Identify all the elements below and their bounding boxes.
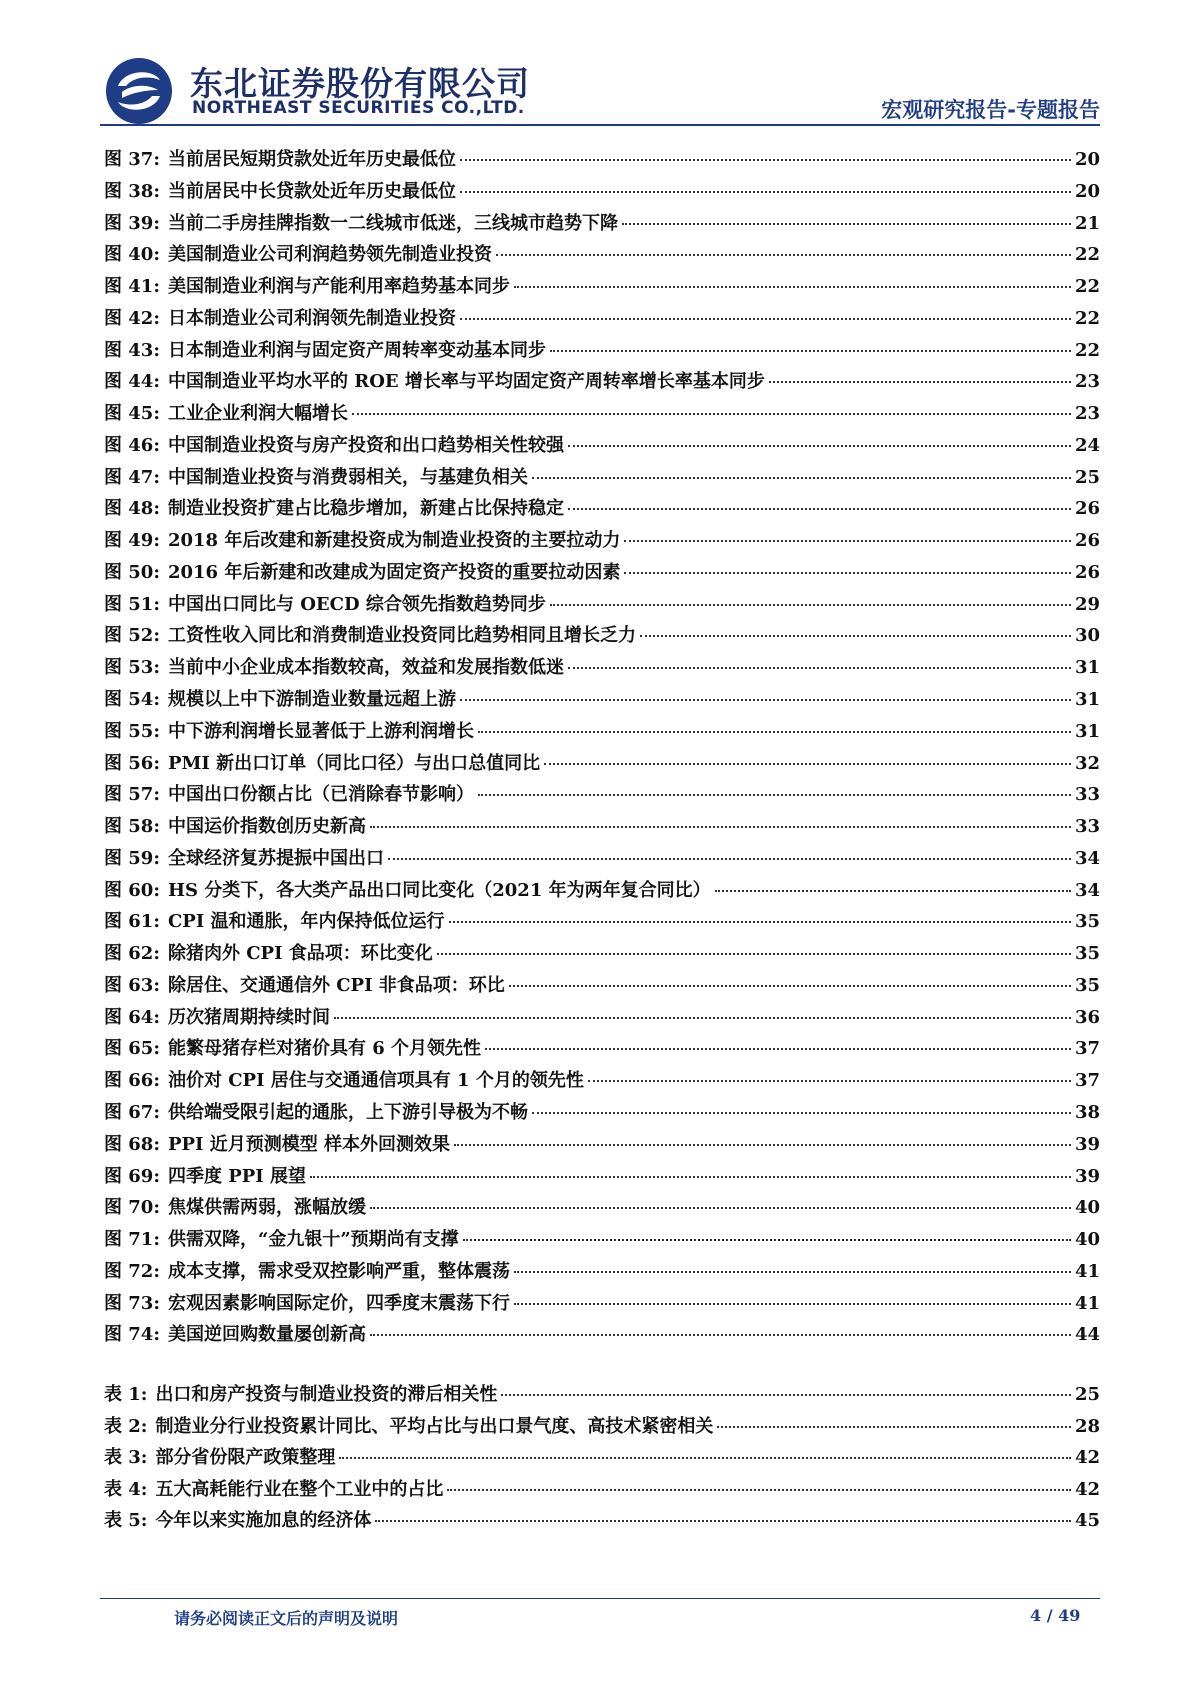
company-name-cn: 东北证券股份有限公司 xyxy=(190,64,530,103)
toc-item-label: 图 45: xyxy=(104,403,160,425)
toc-item-page-number: 41 xyxy=(1074,1260,1100,1282)
figure-toc-entry[interactable] xyxy=(104,876,1100,908)
dot-leader xyxy=(769,381,1071,383)
dot-leader xyxy=(514,286,1071,288)
figure-toc-entry[interactable] xyxy=(104,304,1100,336)
toc-item-page-number: 23 xyxy=(1074,371,1100,393)
dot-leader xyxy=(375,1520,1071,1522)
toc-item-title: 制造业分行业投资累计同比、平均占比与出口景气度、高技术紧密相关 xyxy=(155,1415,714,1437)
toc-item-page-number: 44 xyxy=(1074,1324,1100,1346)
toc-item-page-number: 26 xyxy=(1074,561,1100,583)
toc-item-page-number: 31 xyxy=(1074,657,1100,679)
figure-toc-entry[interactable] xyxy=(104,463,1100,495)
toc-item-label: 图 74: xyxy=(104,1324,160,1346)
toc-item-title: 2016 年后新建和改建成为固定资产投资的重要拉动因素 xyxy=(167,561,621,583)
dot-leader xyxy=(388,858,1071,860)
toc-item-label: 图 53: xyxy=(104,657,160,679)
figure-toc-entry[interactable] xyxy=(104,558,1100,590)
dot-leader xyxy=(514,1303,1071,1305)
toc-item-page-number: 35 xyxy=(1074,911,1100,933)
toc-item-page-number: 21 xyxy=(1074,212,1100,234)
toc-item-title: 制造业投资扩建占比稳步增加，新建占比保持稳定 xyxy=(167,498,564,520)
figure-toc-entry[interactable] xyxy=(104,431,1100,463)
dot-leader xyxy=(640,635,1071,637)
toc-item-title: 当前中小企业成本指数较高，效益和发展指数低迷 xyxy=(167,657,564,679)
toc-item-page-number: 34 xyxy=(1074,879,1100,901)
toc-item-label: 图 40: xyxy=(104,244,160,266)
toc-item-title: PPI 近月预测模型 样本外回测效果 xyxy=(167,1133,450,1155)
dot-leader xyxy=(568,508,1071,510)
toc-item-label: 图 69: xyxy=(104,1165,160,1187)
toc-item-page-number: 31 xyxy=(1074,720,1100,742)
header-divider xyxy=(100,124,1100,126)
dot-leader xyxy=(532,1112,1071,1114)
toc-item-page-number: 25 xyxy=(1074,466,1100,488)
figure-toc-entry[interactable] xyxy=(104,399,1100,431)
toc-item-title: 当前居民中长贷款处近年历史最低位 xyxy=(167,180,456,202)
table-toc-entry[interactable] xyxy=(104,1380,1100,1412)
toc-item-page-number: 42 xyxy=(1074,1447,1100,1469)
figure-toc-entry[interactable] xyxy=(104,653,1100,685)
toc-item-label: 图 61: xyxy=(104,911,160,933)
dot-leader xyxy=(501,1394,1071,1396)
toc-item-label: 图 55: xyxy=(104,720,160,742)
toc-item-label: 图 39: xyxy=(104,212,160,234)
table-toc-entry[interactable] xyxy=(104,1506,1100,1538)
toc-item-label: 表 3: xyxy=(104,1447,148,1469)
toc-item-title: 当前二手房挂牌指数一二线城市低迷，三线城市趋势下降 xyxy=(167,212,618,234)
toc-item-page-number: 25 xyxy=(1074,1384,1100,1405)
figure-toc-entry[interactable] xyxy=(104,1320,1100,1352)
toc-item-page-number: 38 xyxy=(1074,1101,1100,1123)
figure-toc-entry[interactable] xyxy=(104,1257,1100,1289)
toc-item-title: PMI 新出口订单（同比口径）与出口总值同比 xyxy=(167,752,541,774)
toc-item-title: 工业企业利润大幅增长 xyxy=(167,403,348,425)
dot-leader xyxy=(460,318,1071,320)
toc-item-page-number: 34 xyxy=(1074,847,1100,869)
toc-item-label: 图 64: xyxy=(104,1006,160,1028)
toc-item-page-number: 28 xyxy=(1074,1415,1100,1437)
page-number: 4 / 49 xyxy=(1030,1606,1081,1625)
toc-item-label: 图 47: xyxy=(104,466,160,488)
toc-item-page-number: 36 xyxy=(1074,1006,1100,1028)
toc-item-title: 供给端受限引起的通胀，上下游引导极为不畅 xyxy=(167,1101,528,1123)
toc-item-title: 当前居民短期贷款处近年历史最低位 xyxy=(167,149,456,170)
toc-item-page-number: 45 xyxy=(1074,1510,1100,1532)
dot-leader xyxy=(550,604,1071,606)
toc-item-title: 中国制造业平均水平的 ROE 增长率与平均固定资产周转率增长率基本同步 xyxy=(167,371,765,393)
figure-toc-entry[interactable] xyxy=(104,336,1100,368)
toc-item-title: CPI 温和通胀，年内保持低位运行 xyxy=(167,911,445,933)
dot-leader xyxy=(715,890,1071,892)
toc-item-page-number: 22 xyxy=(1074,339,1100,361)
dot-leader xyxy=(532,477,1071,479)
toc-item-page-number: 37 xyxy=(1074,1038,1100,1060)
toc-item-page-number: 20 xyxy=(1074,180,1100,202)
dot-leader xyxy=(454,1144,1071,1146)
toc-item-page-number: 35 xyxy=(1074,974,1100,996)
toc-item-title: 供需双降，“金九银十”预期尚有支撑 xyxy=(167,1229,459,1251)
dot-leader xyxy=(310,1176,1071,1178)
toc-item-title: 今年以来实施加息的经济体 xyxy=(155,1510,372,1532)
figure-toc-entry[interactable] xyxy=(104,590,1100,622)
toc-item-label: 表 5: xyxy=(104,1510,148,1532)
toc-item-page-number: 41 xyxy=(1074,1292,1100,1314)
table-toc-entry[interactable] xyxy=(104,1475,1100,1507)
figure-toc-entry[interactable] xyxy=(104,780,1100,812)
toc-item-label: 图 43: xyxy=(104,339,160,361)
toc-item-title: 出口和房产投资与制造业投资的滞后相关性 xyxy=(155,1384,498,1405)
dot-leader xyxy=(544,763,1071,765)
dot-leader xyxy=(514,1271,1071,1273)
toc-item-page-number: 40 xyxy=(1074,1197,1100,1219)
toc-item-page-number: 24 xyxy=(1074,434,1100,456)
figure-toc-entry[interactable] xyxy=(104,1193,1100,1225)
toc-item-page-number: 39 xyxy=(1074,1133,1100,1155)
dot-leader xyxy=(568,667,1071,669)
toc-item-title: 中国出口份额占比（已消除春节影响） xyxy=(167,784,474,806)
toc-item-label: 图 72: xyxy=(104,1260,160,1282)
dot-leader xyxy=(370,1207,1071,1209)
toc-item-title: 四季度 PPI 展望 xyxy=(167,1165,306,1187)
figure-toc-entry[interactable] xyxy=(104,749,1100,781)
toc-item-page-number: 32 xyxy=(1074,752,1100,774)
toc-item-title: 中下游利润增长显著低于上游利润增长 xyxy=(167,720,474,742)
figure-toc-entry[interactable] xyxy=(104,717,1100,749)
figure-toc-entry[interactable] xyxy=(104,939,1100,971)
footer-divider xyxy=(100,1598,1100,1599)
dot-leader xyxy=(460,191,1071,193)
report-type: 宏观研究报告-专题报告 xyxy=(881,98,1100,122)
toc-item-title: 日本制造业公司利润领先制造业投资 xyxy=(167,307,456,329)
figure-toc-entry[interactable] xyxy=(104,1162,1100,1194)
toc-item-label: 图 62: xyxy=(104,943,160,965)
figure-toc-entry[interactable] xyxy=(104,621,1100,653)
figure-toc-entry[interactable] xyxy=(104,240,1100,272)
footer-disclaimer: 请务必阅读正文后的声明及说明 xyxy=(174,1609,399,1628)
dot-leader xyxy=(460,159,1071,161)
dot-leader xyxy=(588,1080,1071,1082)
dot-leader xyxy=(437,953,1071,955)
toc-item-page-number: 39 xyxy=(1074,1165,1100,1187)
table-list xyxy=(104,1380,1100,1538)
dot-leader xyxy=(509,985,1071,987)
toc-item-label: 图 60: xyxy=(104,879,160,901)
figure-toc-entry[interactable] xyxy=(104,1003,1100,1035)
dot-leader xyxy=(339,1457,1071,1459)
toc-item-title: 除居住、交通通信外 CPI 非食品项：环比 xyxy=(167,974,505,996)
figure-toc-entry[interactable] xyxy=(104,685,1100,717)
toc-item-page-number: 20 xyxy=(1074,149,1100,170)
toc-item-page-number: 30 xyxy=(1074,625,1100,647)
toc-item-title: 宏观因素影响国际定价，四季度末震荡下行 xyxy=(167,1292,510,1314)
toc-item-label: 图 65: xyxy=(104,1038,160,1060)
toc-item-label: 图 52: xyxy=(104,625,160,647)
toc-item-title: 五大高耗能行业在整个工业中的占比 xyxy=(155,1478,444,1500)
dot-leader xyxy=(622,223,1071,225)
dot-leader xyxy=(568,445,1071,447)
toc-item-label: 图 68: xyxy=(104,1133,160,1155)
figure-toc-entry[interactable] xyxy=(104,367,1100,399)
toc-item-label: 表 2: xyxy=(104,1415,148,1437)
toc-item-page-number: 23 xyxy=(1074,403,1100,425)
toc-item-label: 图 38: xyxy=(104,180,160,202)
toc-item-label: 图 44: xyxy=(104,371,160,393)
toc-item-title: 油价对 CPI 居住与交通通信项具有 1 个月的领先性 xyxy=(167,1070,584,1092)
figure-toc-entry[interactable] xyxy=(104,1130,1100,1162)
toc-item-page-number: 37 xyxy=(1074,1070,1100,1092)
toc-item-label: 图 50: xyxy=(104,561,160,583)
figure-toc-entry[interactable] xyxy=(104,971,1100,1003)
toc-item-title: 历次猪周期持续时间 xyxy=(167,1006,330,1028)
figure-toc-entry[interactable] xyxy=(104,812,1100,844)
page-header xyxy=(100,50,1100,120)
toc-item-label: 表 1: xyxy=(104,1384,148,1405)
toc-item-title: 2018 年后改建和新建投资成为制造业投资的主要拉动力 xyxy=(167,530,621,552)
dot-leader xyxy=(485,1048,1071,1050)
toc-item-title: 全球经济复苏提振中国出口 xyxy=(167,847,384,869)
toc-item-label: 图 70: xyxy=(104,1197,160,1219)
toc-item-title: 部分省份限产政策整理 xyxy=(155,1447,336,1469)
dot-leader xyxy=(352,413,1071,415)
toc-item-label: 图 41: xyxy=(104,276,160,298)
dot-leader xyxy=(496,254,1071,256)
toc-item-title: 除猪肉外 CPI 食品项：环比变化 xyxy=(167,943,433,965)
dot-leader xyxy=(463,1239,1071,1241)
dot-leader xyxy=(370,826,1071,828)
toc-item-label: 图 42: xyxy=(104,307,160,329)
company-logo-icon xyxy=(104,56,174,126)
toc-item-label: 图 37: xyxy=(104,149,160,170)
toc-item-page-number: 40 xyxy=(1074,1229,1100,1251)
toc-item-title: 日本制造业利润与固定资产周转率变动基本同步 xyxy=(167,339,546,361)
dot-leader xyxy=(717,1426,1071,1428)
dot-leader xyxy=(449,921,1071,923)
toc-item-page-number: 42 xyxy=(1074,1478,1100,1500)
toc-item-page-number: 29 xyxy=(1074,593,1100,615)
toc-item-title: 美国逆回购数量屡创新高 xyxy=(167,1324,366,1346)
toc-item-title: 能繁母猪存栏对猪价具有 6 个月领先性 xyxy=(167,1038,482,1060)
toc-item-label: 图 59: xyxy=(104,847,160,869)
toc-item-label: 图 71: xyxy=(104,1229,160,1251)
toc-item-label: 图 57: xyxy=(104,784,160,806)
dot-leader xyxy=(478,794,1071,796)
toc-item-title: 规模以上中下游制造业数量远超上游 xyxy=(167,689,456,711)
figure-toc-entry[interactable] xyxy=(104,272,1100,304)
toc-item-title: 工资性收入同比和消费制造业投资同比趋势相同且增长乏力 xyxy=(167,625,636,647)
toc-item-page-number: 22 xyxy=(1074,244,1100,266)
table-toc-entry[interactable] xyxy=(104,1443,1100,1475)
figure-toc-entry[interactable] xyxy=(104,1066,1100,1098)
dot-leader xyxy=(478,731,1071,733)
toc-item-page-number: 33 xyxy=(1074,784,1100,806)
table-toc-entry[interactable] xyxy=(104,1412,1100,1444)
toc-item-label: 图 49: xyxy=(104,530,160,552)
figure-toc-entry[interactable] xyxy=(104,844,1100,876)
dot-leader xyxy=(370,1334,1071,1336)
dot-leader xyxy=(624,540,1071,542)
toc-item-label: 表 4: xyxy=(104,1478,148,1500)
toc-item-title: 中国制造业投资与消费弱相关，与基建负相关 xyxy=(167,466,528,488)
toc-item-title: 中国出口同比与 OECD 综合领先指数趋势同步 xyxy=(167,593,546,615)
dot-leader xyxy=(460,699,1071,701)
figure-toc-entry[interactable] xyxy=(104,1225,1100,1257)
toc-item-label: 图 46: xyxy=(104,434,160,456)
figure-toc-entry[interactable] xyxy=(104,1289,1100,1321)
toc-item-label: 图 54: xyxy=(104,689,160,711)
toc-item-page-number: 33 xyxy=(1074,816,1100,838)
figure-toc-entry[interactable] xyxy=(104,526,1100,558)
toc-item-page-number: 22 xyxy=(1074,276,1100,298)
toc-item-page-number: 35 xyxy=(1074,943,1100,965)
figure-toc-entry[interactable] xyxy=(104,209,1100,241)
toc-item-title: 焦煤供需两弱，涨幅放缓 xyxy=(167,1197,366,1219)
figure-toc-entry[interactable] xyxy=(104,494,1100,526)
figure-toc-entry[interactable] xyxy=(104,177,1100,209)
toc-item-label: 图 66: xyxy=(104,1070,160,1092)
dot-leader xyxy=(624,572,1071,574)
toc-item-label: 图 63: xyxy=(104,974,160,996)
toc-item-label: 图 67: xyxy=(104,1101,160,1123)
toc-item-label: 图 73: xyxy=(104,1292,160,1314)
toc-item-page-number: 22 xyxy=(1074,307,1100,329)
toc-item-label: 图 58: xyxy=(104,816,160,838)
figure-list xyxy=(104,145,1100,1352)
toc-item-label: 图 56: xyxy=(104,752,160,774)
figure-toc-entry[interactable] xyxy=(104,907,1100,939)
toc-item-title: 美国制造业公司利润趋势领先制造业投资 xyxy=(167,244,492,266)
toc-item-label: 图 48: xyxy=(104,498,160,520)
toc-item-page-number: 31 xyxy=(1074,689,1100,711)
dot-leader xyxy=(334,1017,1071,1019)
toc-item-title: 中国运价指数创历史新高 xyxy=(167,816,366,838)
toc-item-label: 图 51: xyxy=(104,593,160,615)
toc-item-page-number: 26 xyxy=(1074,530,1100,552)
figure-toc-entry[interactable] xyxy=(104,1098,1100,1130)
toc-item-title: HS 分类下，各大类产品出口同比变化（2021 年为两年复合同比） xyxy=(167,879,711,901)
company-name-en: NORTHEAST SECURITIES CO.,LTD. xyxy=(192,98,525,118)
figure-toc-entry[interactable] xyxy=(104,145,1100,177)
dot-leader xyxy=(447,1489,1071,1491)
toc-item-page-number: 26 xyxy=(1074,498,1100,520)
toc-item-title: 成本支撑，需求受双控影响严重，整体震荡 xyxy=(167,1260,510,1282)
dot-leader xyxy=(550,350,1071,352)
toc-item-title: 中国制造业投资与房产投资和出口趋势相关性较强 xyxy=(167,434,564,456)
figure-toc-entry[interactable] xyxy=(104,1034,1100,1066)
toc-item-title: 美国制造业利润与产能利用率趋势基本同步 xyxy=(167,276,510,298)
